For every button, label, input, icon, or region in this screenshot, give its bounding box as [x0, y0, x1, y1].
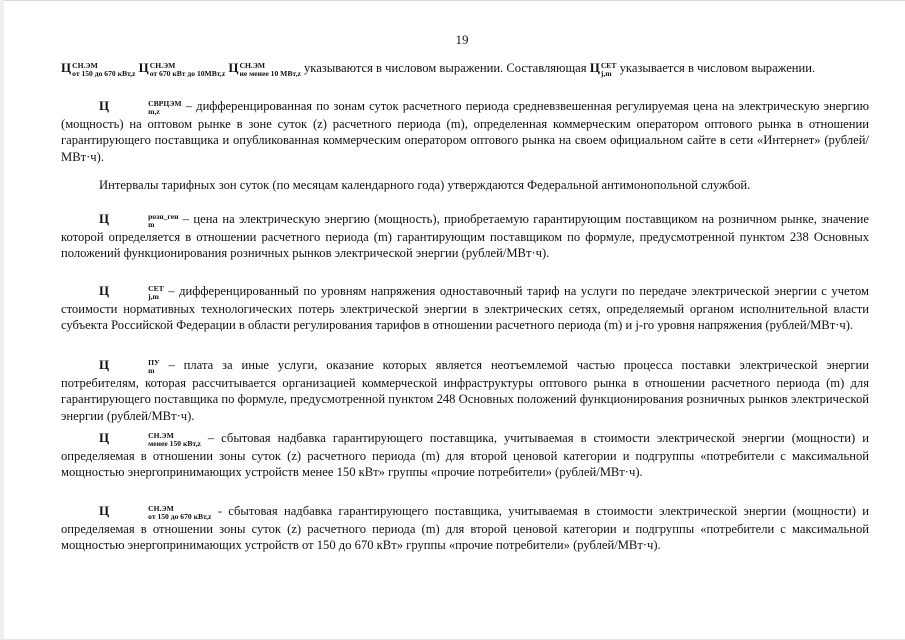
- paragraph-text: – сбытовая надбавка гарантирующего поставщика, учитываемая в стоимости электрической энергии (мощности) и определяемая в отношении зоны суток (z) расчетного периода (m) для второй ценовой категории и подгруппы «потребители с максимальной мощностью энергопринимающих устройств менее 150 кВт» группы «прочие потребители» (рублей/МВт·ч).: [61, 431, 869, 480]
- scan-top-edge: [0, 0, 905, 1]
- paragraph-retail-price: [61, 211, 869, 262]
- symbol-price-670-10mw: Ц СН.ЭМ от 670 кВт до 10МВт,z: [138, 60, 226, 78]
- symbol-price-150-670: Ц СН.ЭМ от 150 до 670 кВт,z: [61, 60, 136, 78]
- paragraph-markup-150-670: [61, 503, 869, 554]
- symbol-network-tariff: Ц СЕТ j,m: [589, 60, 617, 78]
- paragraph-text: – цена на электрическую энергию (мощность), приобретаемую гарантирующим поставщиком на розничном рынке, значение которой определяется в отношении расчетного периода (m) гарантирующим поставщиком по формуле, предусмотренной пунктом 238 Основных положений функционирования розничных рынков электрической энергии (рублей/МВт·ч).: [61, 212, 869, 261]
- symbol-price-10mw-plus: Ц СН.ЭМ не менее 10 МВт,z: [228, 60, 301, 78]
- paragraph-weighted-price: [61, 98, 869, 165]
- paragraph-text: – дифференцированная по зонам суток расчетного периода средневзвешенная регулируемая цена на электрическую энергию (мощность) на оптовом рынке в зоне суток (z) расчетного периода (m), определенная коммерческим оператором оптового рынка в отношении гарантирующего поставщика и опубликованная коммерческим оператором оптового рынка на своем официальном сайте в сети «Интернет» (рублей/МВт·ч).: [61, 99, 869, 164]
- symbol-retail-price: Ц розн_ген m: [99, 211, 179, 229]
- paragraph-text: – плата за иные услуги, оказание которых является неотъемлемой частью процесса поставки электрической энергии потребителям, которая рассчитывается организацией коммерческой инфраструктуры оптового рынка в отношении расчетного периода (m) для гарантирующего поставщика по формуле, предусмотренной пунктом 248 Основных положений функционирования розничных рынков электрической энергии (рублей/МВт·ч).: [61, 358, 869, 423]
- symbol-network-tariff-j: Ц СЕТ j,m: [99, 283, 164, 301]
- paragraph-tariff-zones: Интервалы тарифных зон суток (по месяцам календарного года) утверждаются Федеральной антимонопольной службой.: [99, 178, 751, 192]
- paragraph-network-tariff: [61, 283, 869, 334]
- symbol-markup-150-670: Ц СН.ЭМ от 150 до 670 кВт,z: [99, 503, 212, 521]
- paragraph-markup-under-150: [61, 430, 869, 481]
- paragraph-other-services: [61, 357, 869, 424]
- paragraph-text: – дифференцированный по уровням напряжения одноставочный тариф на услуги по передаче электрической энергии с учетом стоимости нормативных технологических потерь электрической энергии в электрических сетях, определяемый органом исполнительной власти субъекта Российской Федерации в области регулирования тарифов в отношении расчетного периода (m) и j-го уровня напряжения (рублей/МВт·ч).: [61, 284, 869, 333]
- symbol-weighted-price: Ц СВРЦЭМ m,z: [99, 98, 182, 116]
- symbol-other-services: Ц ПУ m: [99, 357, 160, 375]
- symbol-markup-under-150: Ц СН.ЭМ менее 150 кВт,z: [99, 430, 201, 448]
- paragraph-components-numeric: [61, 60, 869, 78]
- paragraph-text: указывается в числовом выражении.: [616, 61, 816, 75]
- paragraph-text: - сбытовая надбавка гарантирующего поставщика, учитываемая в стоимости электрической энергии (мощности) и определяемая в отношении зоны суток (z) расчетного периода (m) для второй ценовой категории и подгруппы «потребители с максимальной мощностью энергопринимающих устройств от 150 до 670 кВт» группы «прочие потребители» (рублей/МВт·ч).: [61, 504, 869, 553]
- page-number: 19: [455, 32, 469, 47]
- paragraph-text: указываются в числовом выражении. Составляющая: [300, 61, 590, 75]
- scan-left-margin: [0, 0, 4, 640]
